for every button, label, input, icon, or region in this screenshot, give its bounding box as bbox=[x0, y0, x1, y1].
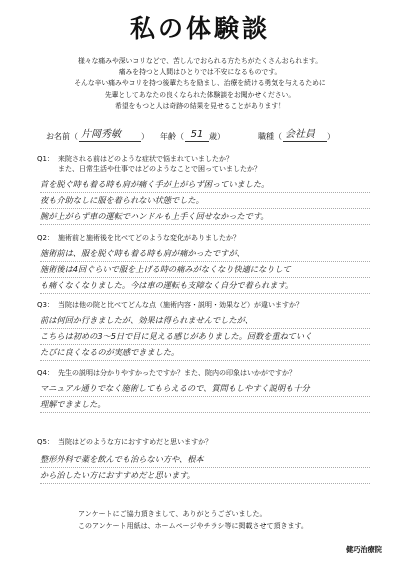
intro-paragraph bbox=[20, 56, 380, 112]
question-4: Q4： 先生の説明は分かりやすかったですか？また、院内の印象はいかがですか？ bbox=[37, 369, 296, 377]
answer-line: 施術前は、服を脱ぐ時も着る時も肩が痛かったですが、 bbox=[40, 246, 370, 262]
answer-line: 夜も介助なしに服を着られない状態でした。 bbox=[40, 193, 370, 209]
job-label: 職種（ bbox=[258, 132, 282, 141]
job-value: 会社員 bbox=[283, 128, 327, 142]
question-5: Q5： 当院はどのような方におすすめだと思いますか？ bbox=[37, 438, 213, 446]
question-text: 施術前と施術後を比べてどのような変化がありましたか？ bbox=[58, 234, 240, 242]
thank-you-note bbox=[78, 508, 308, 532]
name-field bbox=[46, 126, 149, 142]
answer-line: 整形外科で薬を飲んでも治らない方や、根本 bbox=[40, 452, 370, 468]
footer-line: このアンケート用紙は、ホームページやチラシ等に掲載させて頂きます。 bbox=[78, 522, 308, 530]
intro-line: 先輩としてあなたの良くなられた体験談をお聞かせください。 bbox=[104, 90, 296, 99]
answer-line: 首を脱ぐ時も着る時も肩が痛く手が上がらず困っていました。 bbox=[40, 177, 370, 193]
answer-line: 腕が上がらず車の運転でハンドルも上手く回せなかったです。 bbox=[40, 209, 370, 225]
question-2: Q2： 施術前と施術後を比べてどのような変化がありましたか？ bbox=[37, 234, 240, 242]
answer-line: から治したい方におすすめだと思います。 bbox=[40, 468, 370, 484]
age-value: 51 bbox=[185, 128, 209, 142]
intro-line: そんな辛い痛みやコリを持つ後輩たちを励まし、治療を続ける勇気を与えるために bbox=[74, 79, 326, 88]
intro-line: 様々な痛みや深いコリなどで、苦しんでおられる方たちがたくさんおられます。 bbox=[77, 57, 322, 65]
answer-line: 理解できました。 bbox=[40, 397, 370, 413]
question-3: Q3： 当院は他の院と比べてどんな点（施術内容・説明・効果など）が違いますか？ bbox=[37, 301, 303, 309]
age-label: 年齢（ bbox=[160, 132, 184, 141]
answer-line: マニュアル通りでなく施術してもらえるので、質問もしやすく説明も十分 bbox=[40, 381, 370, 397]
name-label: お名前（ bbox=[46, 132, 78, 141]
answer-line: 施術後は4回ぐらいで服を上げる時の痛みがなくなり快適になりして bbox=[40, 262, 370, 278]
answer-line: こちらは初めの3〜5日で目に見える感じがありました。回数を重ねていく bbox=[40, 329, 370, 345]
footer-line: アンケートにご協力頂きまして、ありがとうございました。 bbox=[78, 510, 267, 518]
answer-line: 前は何回か行きましたが、効果は得られませんでしたが、 bbox=[40, 313, 370, 329]
intro-line: 希望をもつと人は奇跡の結果を見せることがあります！ bbox=[115, 101, 285, 110]
name-close: ） bbox=[141, 132, 149, 141]
question-text: 当院はどのような方におすすめだと思いますか？ bbox=[58, 438, 213, 446]
job-field bbox=[258, 126, 335, 142]
question-1: Q1： 来院される前はどのような症状で悩まれていましたか？ また、日常生活や仕事ではどのようなことで困っていましたか？ bbox=[37, 155, 261, 173]
intro-line: 痛みを持つと人間はひとりでは不安になるものです。 bbox=[118, 68, 282, 77]
clinic-name: 健巧治療院 bbox=[346, 545, 382, 554]
answer-4 bbox=[40, 381, 370, 413]
answer-2 bbox=[40, 246, 370, 294]
question-text: また、日常生活や仕事ではどのようなことで困っていましたか？ bbox=[58, 165, 261, 173]
page-title: 私の体験談 bbox=[129, 14, 270, 43]
answer-3 bbox=[40, 313, 370, 361]
age-unit: 歳） bbox=[209, 132, 225, 141]
name-value: 片岡秀敏 bbox=[79, 128, 141, 142]
job-close: ） bbox=[327, 132, 335, 141]
answer-1 bbox=[40, 177, 370, 225]
age-field bbox=[160, 126, 225, 142]
question-text: 来院される前はどのような症状で悩まれていましたか？ bbox=[58, 155, 233, 163]
question-text: 先生の説明は分かりやすかったですか？また、院内の印象はいかがですか？ bbox=[58, 369, 296, 377]
answer-line: も痛くなくなりました。今は車の運転も支障なく自分で着られます。 bbox=[40, 278, 370, 294]
question-text: 当院は他の院と比べてどんな点（施術内容・説明・効果など）が違いますか？ bbox=[58, 301, 303, 309]
answer-line: たびに良くなるのが実感できました。 bbox=[40, 345, 370, 361]
answer-5 bbox=[40, 452, 370, 484]
